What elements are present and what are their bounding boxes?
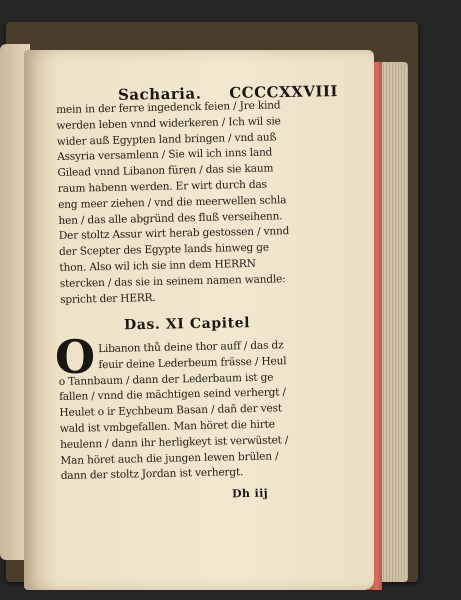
chapter-line: Heulet o ir Eychbeum Basan / dañ der vest [59,402,282,420]
text-line: eng meer ziehen / vnd die meerwellen schla [58,193,287,211]
chapter-line: Libanon thů deine thor auff / das dz [98,339,284,356]
text-line: raum habenn werden. Er wirt durch das [57,178,267,195]
chapter-line: dann der stoltz Jordan ist verhergt. [60,466,244,483]
drop-cap-initial: O [54,330,96,384]
text-line: werden leben vnnd widerkeren / Ich wil sie [56,115,281,132]
text-line: mein in der ferre ingedenck feien / Jre kind [56,99,281,116]
chapter-line: o Tannbaum / dann der Lederbaum ist ge [58,371,274,388]
chapter-heading: Das. XI Capitel [123,315,251,334]
chapter-text-block [58,337,341,485]
chapter-line: wald ist vmbgefallen. Man höret die hirte [59,418,275,435]
text-line: wider auß Egypten land bringen / vnd auß [56,130,277,148]
chapter-line: heulenn / dann ihr herligkeyt ist verwüstet / [60,433,289,451]
main-text-block [56,97,350,308]
text-line: thon. Also wil ich sie inn dem HERRN [59,257,256,274]
text-line: Gilead vnnd Libanon füren / das sie kaum [57,162,274,180]
chapter-line: fallen / vnnd die mächtigen seind verhergt / [59,386,286,404]
signature-mark: Dh iij [231,486,269,501]
text-line: der Scepter des Egypte lands hinweg ge [58,241,270,259]
running-head-title: Sacharia. [117,84,202,104]
text-line: Der stoltz Assur wirt herab gestossen / vnnd [58,225,290,243]
text-line: stercken / das sie in seinem namen wandle: [59,272,286,290]
text-line: Assyria versamlenn / Sie wil ich inns land [57,146,273,164]
chapter-line: feuir deine Lederbeum frässe / Heul [98,355,287,371]
chapter-line: Man höret auch die jungen lewen brülen / [60,449,279,467]
text-line: spricht der HERR. [59,291,156,306]
page-stack-edge [378,62,408,582]
text-line: hen / das alle abgründ des fluß verseihenn. [58,209,283,227]
folio-number: CCCCXXVIII [229,82,339,102]
